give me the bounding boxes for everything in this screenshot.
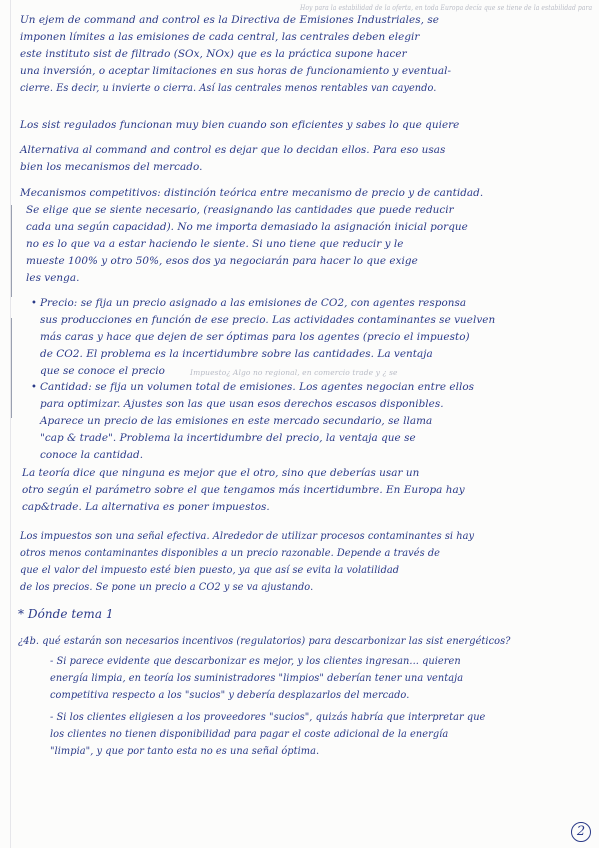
- answer-line: "limpia", y que por tanto esta no es una señal óptima.: [50, 746, 320, 757]
- answer-line: - Si parece evidente que descarbonizar es mejor, y los clientes ingresan... quieren: [50, 656, 461, 667]
- bleed-through-top: Hoy para la estabilidad de la oferta, en toda Europa decía que se tiene de la estabilidad para: [300, 3, 593, 12]
- margin-bracket: [11, 318, 12, 418]
- p1-line: imponen límites a las emisiones de cada central, las centrales deben elegir: [20, 31, 420, 43]
- p4-line: Mecanismos competitivos: distinción teórica entre mecanismo de precio y de cantidad.: [20, 187, 484, 199]
- p4-line: mueste 100% y otro 50%, esos dos ya negociarán para hacer lo que exige: [26, 255, 418, 267]
- page-number: 2: [571, 822, 591, 842]
- p4-line: no es lo que va a estar haciendo le siente. Si uno tiene que reducir y le: [26, 238, 404, 250]
- p1-line: este instituto sist de filtrado (SOx, NOx) que es la práctica supone hacer: [20, 48, 407, 60]
- p1-line: una inversión, o aceptar limitaciones en sus horas de funcionamiento y eventual-: [20, 65, 452, 77]
- margin-line: [10, 0, 11, 848]
- section-title: * Dónde tema 1: [18, 607, 114, 621]
- p6-line: otros menos contaminantes disponibles a un precio razonable. Depende a través de: [20, 548, 441, 559]
- bullet-price-line: que se conoce el precio: [40, 365, 165, 377]
- bullet-quantity-line: Aparece un precio de las emisiones en este mercado secundario, se llama: [40, 415, 433, 427]
- bullet-price-line: de CO2. El problema es la incertidumbre sobre las cantidades. La ventaja: [40, 348, 433, 360]
- p1-line: Un ejem de command and control es la Directiva de Emisiones Industriales, se: [20, 14, 439, 26]
- p6-line: de los precios. Se pone un precio a CO2 y se va ajustando.: [20, 582, 314, 593]
- bullet-quantity-line: conoce la cantidad.: [40, 449, 144, 461]
- bullet-price-line: sus producciones en función de ese precio. Las actividades contaminantes se vuelven: [40, 314, 496, 326]
- answer-line: - Si los clientes eligiesen a los proveedores "sucios", quizás habría que interpretar que: [50, 712, 486, 723]
- bullet-quantity-line: para optimizar. Ajustes son las que usan esos derechos escasos disponibles.: [40, 398, 444, 410]
- answer-line: los clientes no tienen disponibilidad para pagar el coste adicional de la energía: [50, 729, 449, 740]
- p1-line: cierre. Es decir, u invierte o cierra. Así las centrales menos rentables van cayendo.: [20, 83, 437, 94]
- p2-line: Los sist regulados funcionan muy bien cuando son eficientes y sabes lo que quiere: [20, 119, 460, 131]
- bullet-dot: •: [31, 298, 37, 309]
- p5-line: La teoría dice que ninguna es mejor que el otro, sino que deberías usar un: [22, 467, 420, 479]
- p5-line: cap&trade. La alternativa es poner impuestos.: [22, 501, 270, 513]
- question-line: ¿4b. qué estarán son necesarios incentivos (regulatorios) para descarbonizar las sist energéticos?: [18, 636, 511, 647]
- p3-line: bien los mecanismos del mercado.: [20, 161, 203, 173]
- p4-line: Se elige que se siente necesario, (reasignando las cantidades que puede reducir: [26, 204, 454, 216]
- p5-line: otro según el parámetro sobre el que tengamos más incertidumbre. En Europa hay: [22, 484, 465, 496]
- bullet-quantity-line: Cantidad: se fija un volumen total de emisiones. Los agentes negocian entre ellos: [40, 381, 475, 393]
- p4-line: cada una según capacidad). No me importa demasiado la asignación inicial porque: [26, 221, 468, 233]
- bullet-price-line: Precio: se fija un precio asignado a las emisiones de CO2, con agentes responsa: [40, 297, 467, 309]
- bullet-quantity-line: "cap & trade". Problema la incertidumbre del precio, la ventaja que se: [40, 432, 416, 444]
- p6-line: Los impuestos son una señal efectiva. Alrededor de utilizar procesos contaminantes si hay: [20, 531, 475, 542]
- answer-line: energía limpia, en teoría los suministradores "limpios" deberían tener una ventaja: [50, 673, 464, 684]
- p3-line: Alternativa al command and control es dejar que lo decidan ellos. Para eso usas: [20, 144, 446, 156]
- p6-line: que el valor del impuesto esté bien puesto, ya que así se evita la volatilidad: [20, 565, 400, 576]
- bullet-dot: •: [31, 382, 37, 393]
- bleed-through-mid: Impuesto¿ Algo no regional, en comercio trade y ¿ se: [190, 368, 398, 377]
- bullet-price-line: más caras y hace que dejen de ser óptimas para los agentes (precio el impuesto): [40, 331, 470, 343]
- margin-bracket: [11, 205, 12, 297]
- answer-line: competitiva respecto a los "sucios" y debería desplazarlos del mercado.: [50, 690, 410, 701]
- p4-line: les venga.: [26, 272, 80, 284]
